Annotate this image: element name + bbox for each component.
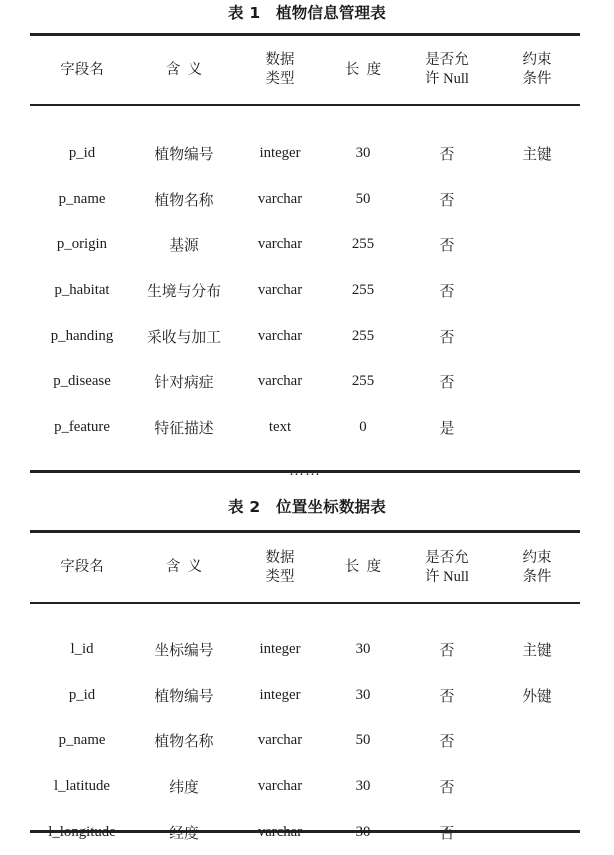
cell-constraint: [494, 405, 580, 451]
table-caption-2: 表 2 位置坐标数据表: [228, 498, 386, 516]
column-header-constraint-line2: 条件: [522, 568, 552, 585]
cell-datatype: varchar: [257, 236, 303, 253]
column-header-length-line1: 长 度: [344, 559, 382, 575]
cell-meaning: 生境与分布: [147, 284, 221, 301]
table-row: [30, 222, 580, 268]
schema-table-2: [30, 533, 580, 855]
cell-nullable: 否: [439, 734, 455, 751]
cell-constraint: 外键: [522, 688, 552, 705]
cell-meaning: 采收与加工: [147, 329, 221, 346]
cell-nullable: 否: [439, 688, 455, 705]
cell-length: 255: [351, 373, 375, 390]
table-row: [30, 627, 580, 673]
cell-field: l_longitude: [48, 823, 116, 840]
cell-meaning: 坐标编号: [154, 643, 214, 660]
cell-length: 255: [351, 282, 375, 299]
cell-meaning: 特征描述: [154, 420, 214, 437]
cell-field: p_id: [68, 686, 96, 703]
cell-length: 30: [355, 778, 371, 795]
column-header-datatype-line2: 类型: [265, 568, 295, 585]
cell-field: p_disease: [53, 373, 111, 390]
cell-nullable: 否: [439, 329, 455, 346]
column-header-datatype: [234, 533, 326, 602]
table-continuation-row: [30, 450, 580, 492]
table-row: [30, 764, 580, 810]
cell-length: 30: [355, 641, 371, 658]
cell-length: 0: [359, 418, 367, 435]
column-header-nullable-line1: 是否允: [425, 52, 469, 68]
cell-field: l_latitude: [54, 778, 110, 795]
cell-nullable: 否: [439, 825, 455, 842]
cell-field: l_id: [70, 641, 94, 658]
cell-constraint: [494, 359, 580, 405]
table-row: [30, 104, 580, 131]
cell-constraint: [494, 718, 580, 764]
cell-constraint: [494, 222, 580, 268]
column-header-datatype-line1: 数据: [265, 549, 295, 566]
cell-datatype: varchar: [257, 190, 303, 207]
column-header-nullable-line1: 是否允: [425, 549, 469, 566]
column-header-datatype-line2: 类型: [265, 71, 295, 87]
column-header-field-line1: 字段名: [60, 559, 104, 575]
cell-nullable: 否: [439, 780, 455, 797]
cell-constraint: [494, 764, 580, 810]
cell-datatype: varchar: [257, 282, 303, 299]
table-row: [30, 131, 580, 177]
cell-field: p_origin: [56, 236, 108, 253]
table-caption-1: 表 1 植物信息管理表: [228, 4, 386, 22]
cell-field: p_id: [68, 145, 96, 162]
column-header-field: [30, 533, 134, 602]
cell-datatype: integer: [259, 145, 301, 162]
cell-field: p_handing: [50, 327, 114, 344]
cell-nullable: 否: [439, 238, 455, 255]
cell-meaning: 基源: [169, 238, 199, 255]
column-header-nullable-line2: 许 Null: [425, 71, 469, 87]
column-header-constraint-line1: 约束: [522, 52, 552, 68]
cell-meaning: 植物编号: [154, 688, 214, 705]
cell-datatype: integer: [259, 641, 301, 658]
cell-length: 255: [351, 327, 375, 344]
column-header-datatype: [234, 36, 326, 104]
cell-constraint: 主键: [522, 147, 552, 164]
table-row: [30, 673, 580, 719]
column-header-meaning: [134, 36, 234, 104]
cell-datatype: varchar: [257, 732, 303, 749]
column-header-nullable: [400, 533, 494, 602]
table-row: [30, 602, 580, 627]
cell-meaning: 针对病症: [154, 375, 214, 392]
column-header-meaning: [134, 533, 234, 602]
cell-field: p_name: [58, 732, 106, 749]
cell-meaning: 植物名称: [154, 734, 214, 751]
table-row: [30, 313, 580, 359]
cell-length: 30: [355, 145, 371, 162]
table-header-row: [30, 36, 580, 104]
table-header-row: [30, 533, 580, 602]
cell-constraint: [494, 177, 580, 223]
column-header-length-line1: 长 度: [344, 61, 382, 78]
column-header-length: [326, 533, 400, 602]
cell-length: 255: [351, 236, 375, 253]
table-row: [30, 718, 580, 764]
cell-datatype: varchar: [257, 823, 303, 840]
column-header-datatype-line1: 数据: [265, 52, 295, 68]
column-header-meaning-line1: 含 义: [165, 61, 203, 78]
cell-nullable: 否: [439, 375, 455, 392]
column-header-constraint-line2: 条件: [522, 71, 552, 87]
cell-meaning: 植物名称: [154, 192, 214, 209]
cell-datatype: varchar: [257, 373, 303, 390]
column-header-field-line1: 字段名: [60, 61, 104, 78]
cell-field: p_name: [58, 190, 106, 207]
column-header-nullable: [400, 36, 494, 104]
cell-datatype: text: [268, 418, 292, 435]
continuation-ellipsis: ……: [289, 462, 321, 479]
cell-length: 30: [355, 823, 371, 840]
cell-length: 50: [355, 190, 371, 207]
cell-meaning: 植物编号: [154, 147, 214, 164]
cell-constraint: 主键: [522, 643, 552, 660]
cell-nullable: 否: [439, 147, 455, 164]
cell-length: 30: [355, 686, 371, 703]
cell-field: p_feature: [54, 418, 110, 435]
column-header-constraint-line1: 约束: [522, 549, 552, 566]
cell-datatype: varchar: [257, 778, 303, 795]
table-block-2: [0, 494, 614, 842]
cell-constraint: [494, 809, 580, 855]
cell-meaning: 经度: [169, 825, 199, 842]
table-row: [30, 809, 580, 855]
column-header-constraint: [494, 533, 580, 602]
cell-datatype: varchar: [257, 327, 303, 344]
cell-datatype: integer: [259, 686, 301, 703]
table-row: [30, 177, 580, 223]
column-header-field: [30, 36, 134, 104]
schema-table-1: [30, 36, 580, 492]
cell-length: 50: [355, 732, 371, 749]
table-row: [30, 405, 580, 451]
column-header-length: [326, 36, 400, 104]
cell-nullable: 否: [439, 284, 455, 301]
cell-nullable: 是: [439, 420, 455, 437]
cell-constraint: [494, 268, 580, 314]
cell-field: p_habitat: [54, 282, 110, 299]
column-header-nullable-line2: 许 Null: [425, 568, 469, 585]
column-header-constraint: [494, 36, 580, 104]
column-header-meaning-line1: 含 义: [165, 559, 203, 575]
table-row: [30, 359, 580, 405]
cell-nullable: 否: [439, 643, 455, 660]
cell-nullable: 否: [439, 192, 455, 209]
table-row: [30, 268, 580, 314]
cell-meaning: 纬度: [169, 780, 199, 797]
cell-constraint: [494, 313, 580, 359]
